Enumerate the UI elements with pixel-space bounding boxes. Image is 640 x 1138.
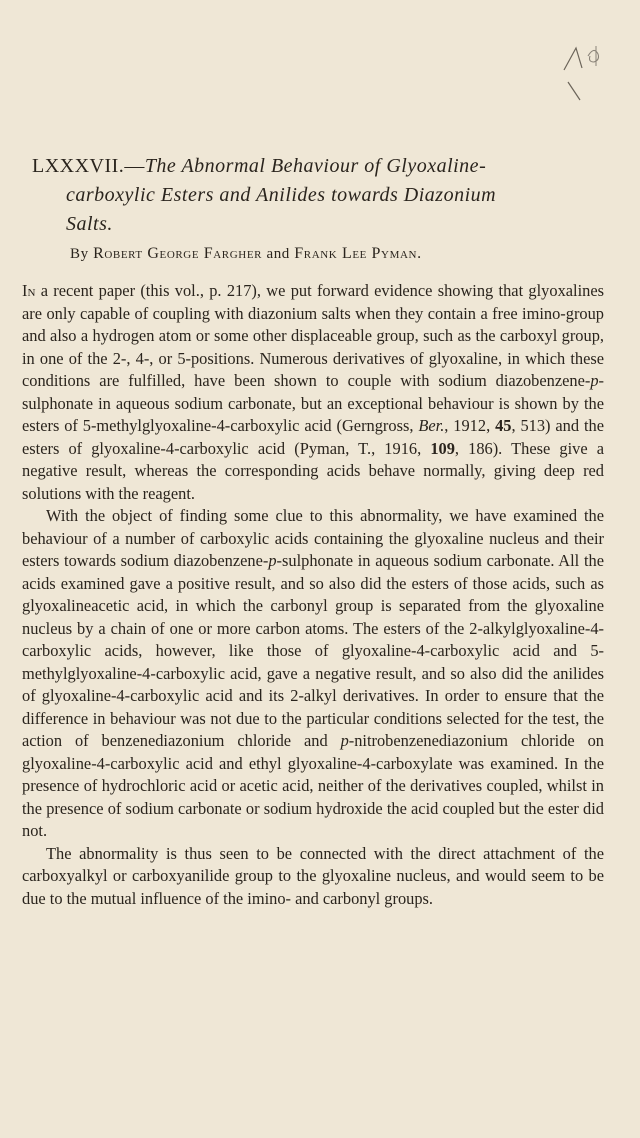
- handwritten-pencil-mark: [556, 42, 626, 102]
- heading-dash: —: [124, 155, 145, 177]
- byline: [70, 245, 630, 263]
- title-part-3: Salts.: [66, 213, 113, 235]
- title-part-1: The Abnormal Behaviour of Glyoxaline-: [144, 155, 487, 177]
- paragraph-3: [22, 843, 604, 911]
- byline-and: and: [266, 246, 290, 262]
- heading-line-1: [32, 152, 610, 181]
- paragraph-2: [22, 505, 604, 843]
- paragraph-2-text-b: -sulphonate in aqueous sodium carbonate. All the acids examined gave a positive result, and so also did the esters of those acids, such as glyoxalineacetic acid, in which the carbonyl group is separated from the glyoxaline nucleus by a chain of one or more carbon atoms. The esters of the 2-alkylglyoxaline-4-carboxylic acids, however, like those of glyoxaline-4-carboxylic acid and 5-methylglyoxaline-4-carboxylic acid, gave a negative result, and so also did the anilides of glyoxaline-4-carboxylic acid and its 2-alkyl derivatives. In order to ensure that the difference in behaviour was not due to the particular conditions selected for the test, the action of benzenediazonium chloride and: [22, 551, 604, 750]
- journal-ber: Ber.: [418, 416, 445, 435]
- paragraph-1-text-e: , 186). These give a negative result, whereas the corresponding acids behave normally, giving deep red solutions with the reagent.: [22, 438, 604, 503]
- volume-45: 45: [495, 416, 512, 435]
- paragraph-3-text: The abnormality is thus seen to be connected with the direct attachment of the carboxyalkyl or carboxyanilide group to the glyoxaline nucleus, and would seem to be due to the mutual influence of the imino- and carbonyl groups.: [22, 843, 604, 908]
- article-body: [22, 280, 604, 910]
- byline-by: By: [70, 246, 89, 262]
- paragraph-1-text-a: a recent paper (this vol., p. 217), we put forward evidence showing that glyoxalines are only capable of coupling with diazonium salts when they contain a free imino-group and also a hydrogen atom or some other displaceable group, such as the carboxyl group, in one of the 2-, 4-, or 5-positions. Numerous derivatives of glyoxaline, in which these conditions are fulfilled, have been shown to couple with sodium diazobenzene-: [22, 281, 604, 390]
- author-1: Robert George Fargher: [93, 245, 263, 262]
- paragraph-1-text-b: -sulphonate in aqueous sodium carbonate, but an exceptional behaviour is shown by the esters of 5-methylglyoxaline-4-carboxylic acid (Gerngross,: [22, 371, 604, 435]
- paragraph-1: [22, 280, 604, 505]
- paragraph-2-text-c: -nitrobenzenediazonium chloride on glyoxaline-4-carboxylic acid and ethyl glyoxaline-4-carboxylate was examined. In the presence of hydrochloric acid or acetic acid, neither of the derivatives coupled, whilst in the presence of sodium carbonate or sodium hydroxide the acid coupled but the ester did not.: [22, 731, 604, 840]
- paragraph-2-text-a: With the object of finding some clue to this abnormality, we have examined the behaviour of a number of carboxylic acids containing the glyoxaline nucleus and their esters towards sodium diazobenzene-: [22, 506, 604, 570]
- paragraph-1-text-d: , 513) and the esters of glyoxaline-4-carboxylic acid (Pyman, T., 1916,: [22, 416, 604, 458]
- title-part-2: carboxylic Esters and Anilides towards Diazonium: [66, 184, 497, 206]
- paragraph-1-lead: In: [22, 281, 36, 300]
- italic-p: p: [268, 551, 277, 570]
- paragraph-1-text-c: , 1912,: [444, 416, 496, 435]
- italic-p: p: [340, 731, 349, 750]
- author-2: Frank Lee Pyman.: [294, 245, 422, 262]
- italic-p: p: [590, 371, 599, 390]
- volume-109: 109: [430, 438, 455, 458]
- article-heading: [32, 152, 610, 239]
- article-number: LXXXVII.: [32, 155, 125, 177]
